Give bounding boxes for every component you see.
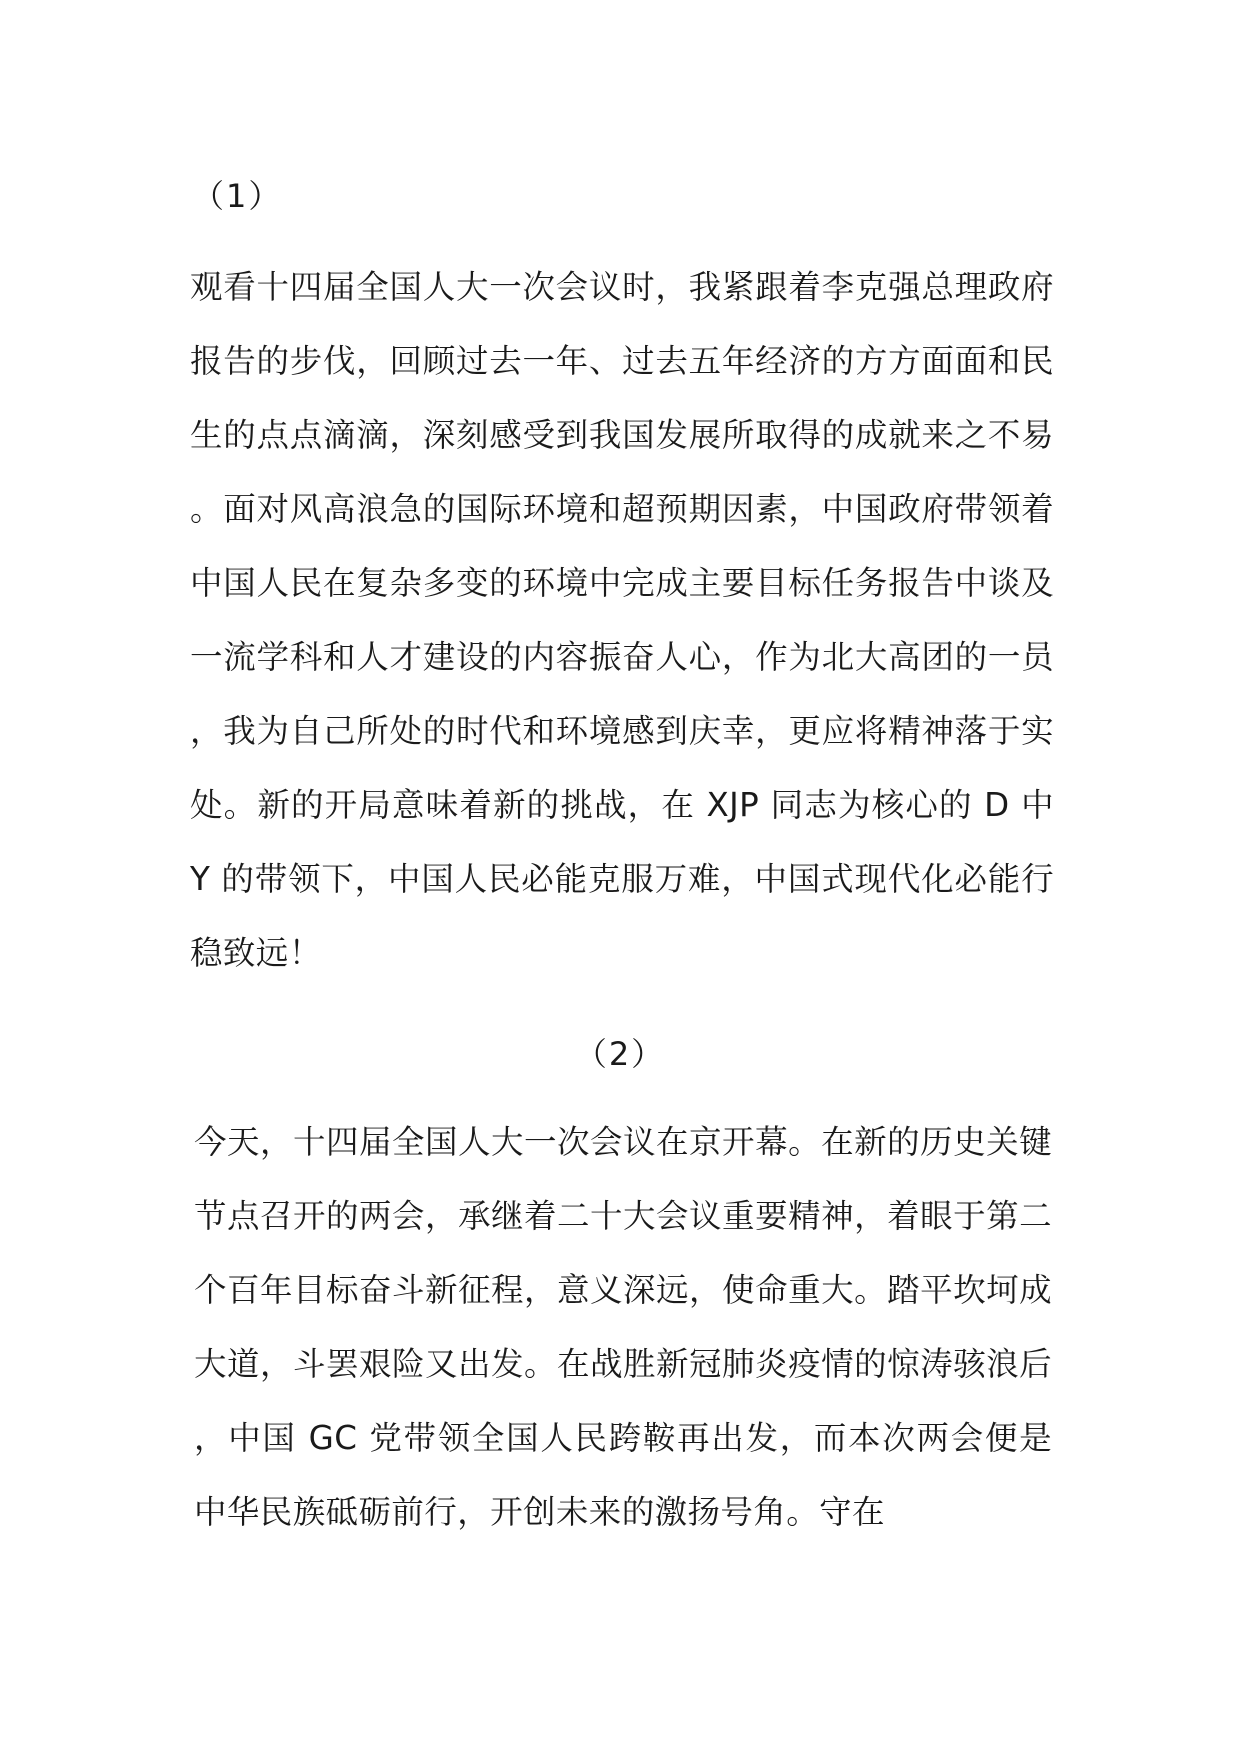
section-1-paragraph: 观看十四届全国人大一次会议时，我紧跟着李克强总理政府报告的步伐，回顾过去一年、过去五年经济的方方面面和民生的点点滴滴，深刻感受到我国发展所取得的成就来之不易。面对风高浪急的国际环境和超预期因素，中国政府带领着中国人民在复杂多变的环境中完成主要目标任务报告中谈及一流学科和人才建设的内容振奋人心，作为北大高团的一员，我为自己所处的时代和环境感到庆幸，更应将精神落于实处。新的开局意味着新的挑战，在 XJP 同志为核心的 D 中 Y 的带领下，中国人民必能克服万难，中国式现代化必能行稳致远！ xyxy=(190,268,1054,972)
section-1-heading: （1） xyxy=(192,177,283,215)
section-2-heading: （2） xyxy=(574,1035,666,1073)
section-2-paragraph: 今天，十四届全国人大一次会议在京开幕。在新的历史关键节点召开的两会，承继着二十大会议重要精神，着眼于第二个百年目标奋斗新征程，意义深远，使命重大。踏平坎坷成大道，斗罢艰险又出发。在战胜新冠肺炎疫情的惊涛骇浪后，中国 GC 党带领全国人民跨鞍再出发，而本次两会便是中华民族砥砺前行，开创未来的激扬号角。守在 xyxy=(194,1123,1052,1531)
